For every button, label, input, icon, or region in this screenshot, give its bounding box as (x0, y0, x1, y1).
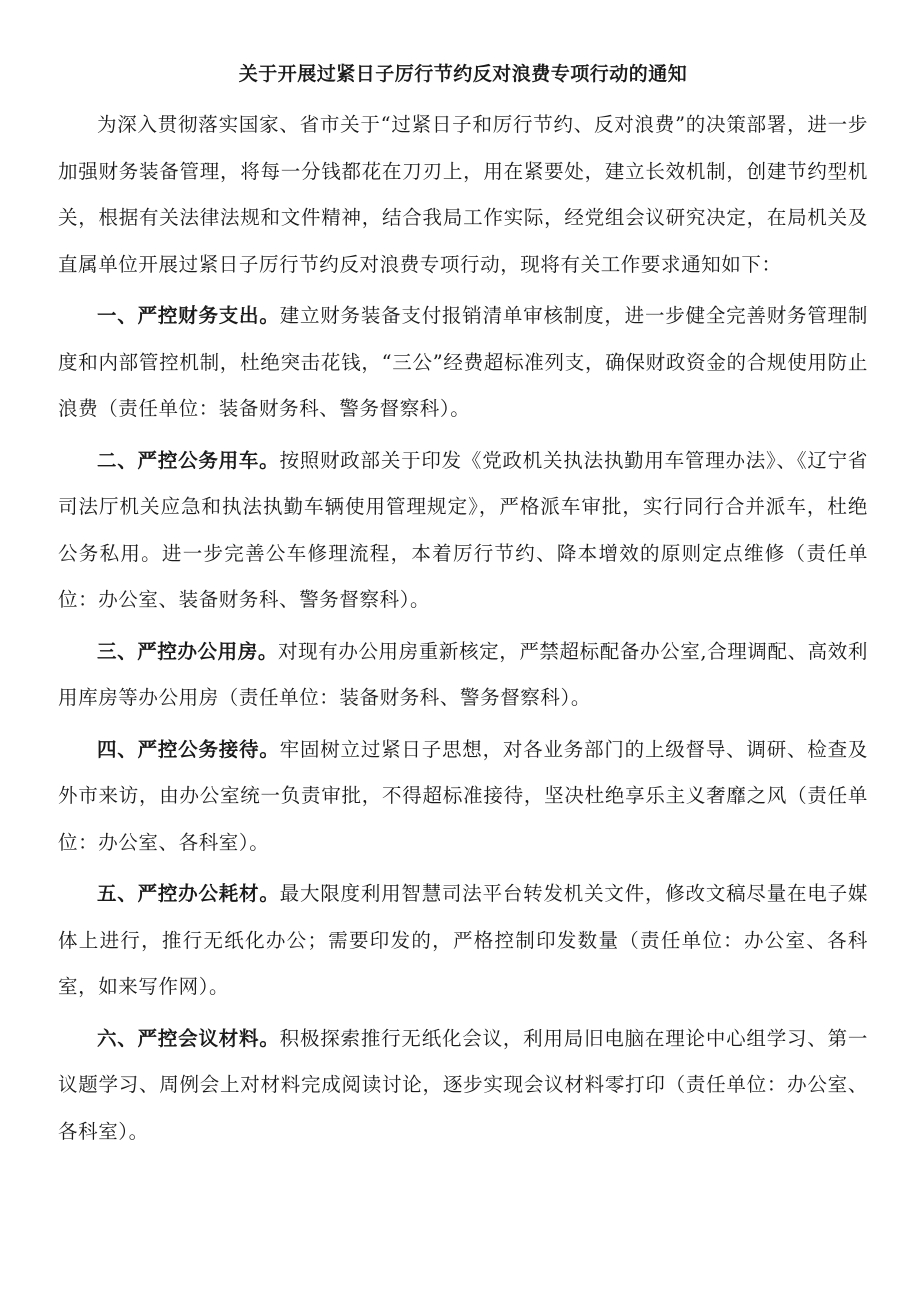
section-body: 按照财政部关于印发《党政机关执法执勤用车管理办法》、《辽宁省司法厅机关应急和执法执勤车辆使用管理规定》，严格派车审批，实行同行合并派车，杜绝公务私用。进一步完善公车修理流程，本着厉行节约、降本增效的原则定点维修（责任单位：办公室、装备财务科、警务督察科）。 (58, 448, 868, 611)
section-3 (58, 629, 868, 722)
section-6 (58, 1016, 868, 1156)
section-heading: 五、严控办公耗材。 (97, 882, 280, 905)
section-5 (58, 871, 868, 1011)
section-heading: 二、严控公务用车。 (97, 448, 280, 472)
section-body: 对现有办公用房重新核定，严禁超标配备办公室,合理调配、高效利用库房等办公用房（责任单位：装备财务科、警务督察科）。 (58, 639, 868, 709)
document-page (58, 60, 868, 1155)
section-heading: 一、严控财务支出。 (97, 304, 280, 327)
section-4 (58, 727, 868, 867)
section-heading: 四、严控公务接待。 (97, 737, 280, 761)
section-heading: 六、严控会议材料。 (97, 1026, 280, 1050)
section-body: 积极探索推行无纸化会议，利用局旧电脑在理论中心组学习、第一议题学习、周例会上对材料完成阅读讨论，逐步实现会议材料零打印（责任单位：办公室、各科室）。 (58, 1026, 868, 1143)
section-2 (58, 438, 868, 624)
section-body: 建立财务装备支付报销清单审核制度，进一步健全完善财务管理制度和内部管控机制，杜绝突击花钱，“三公”经费超标准列支，确保财政资金的合规使用防止浪费（责任单位：装备财务科、警务督察科）。 (58, 304, 868, 420)
document-title: 关于开展过紧日子厉行节约反对浪费专项行动的通知 (238, 63, 688, 85)
intro-paragraph: 为深入贯彻落实国家、省市关于“过紧日子和厉行节约、反对浪费”的决策部署，进一步加强财务装备管理，将每一分钱都花在刀刃上，用在紧要处，建立长效机制，创建节约型机关，根据有关法律法规和文件精神，结合我局工作实际，经党组会议研究决定，在局机关及直属单位开展过紧日子厉行节约反对浪费专项行动，现将有关工作要求通知如下： (58, 113, 868, 276)
section-heading: 三、严控办公用房。 (97, 639, 278, 663)
section-body: 最大限度利用智慧司法平台转发机关文件，修改文稿尽量在电子媒体上进行，推行无纸化办公；需要印发的，严格控制印发数量（责任单位：办公室、各科室，如来写作网）。 (58, 882, 868, 998)
section-body: 牢固树立过紧日子思想，对各业务部门的上级督导、调研、检查及外市来访，由办公室统一负责审批，不得超标准接待，坚决杜绝享乐主义奢靡之风（责任单位：办公室、各科室）。 (58, 737, 868, 854)
section-1 (58, 293, 868, 433)
